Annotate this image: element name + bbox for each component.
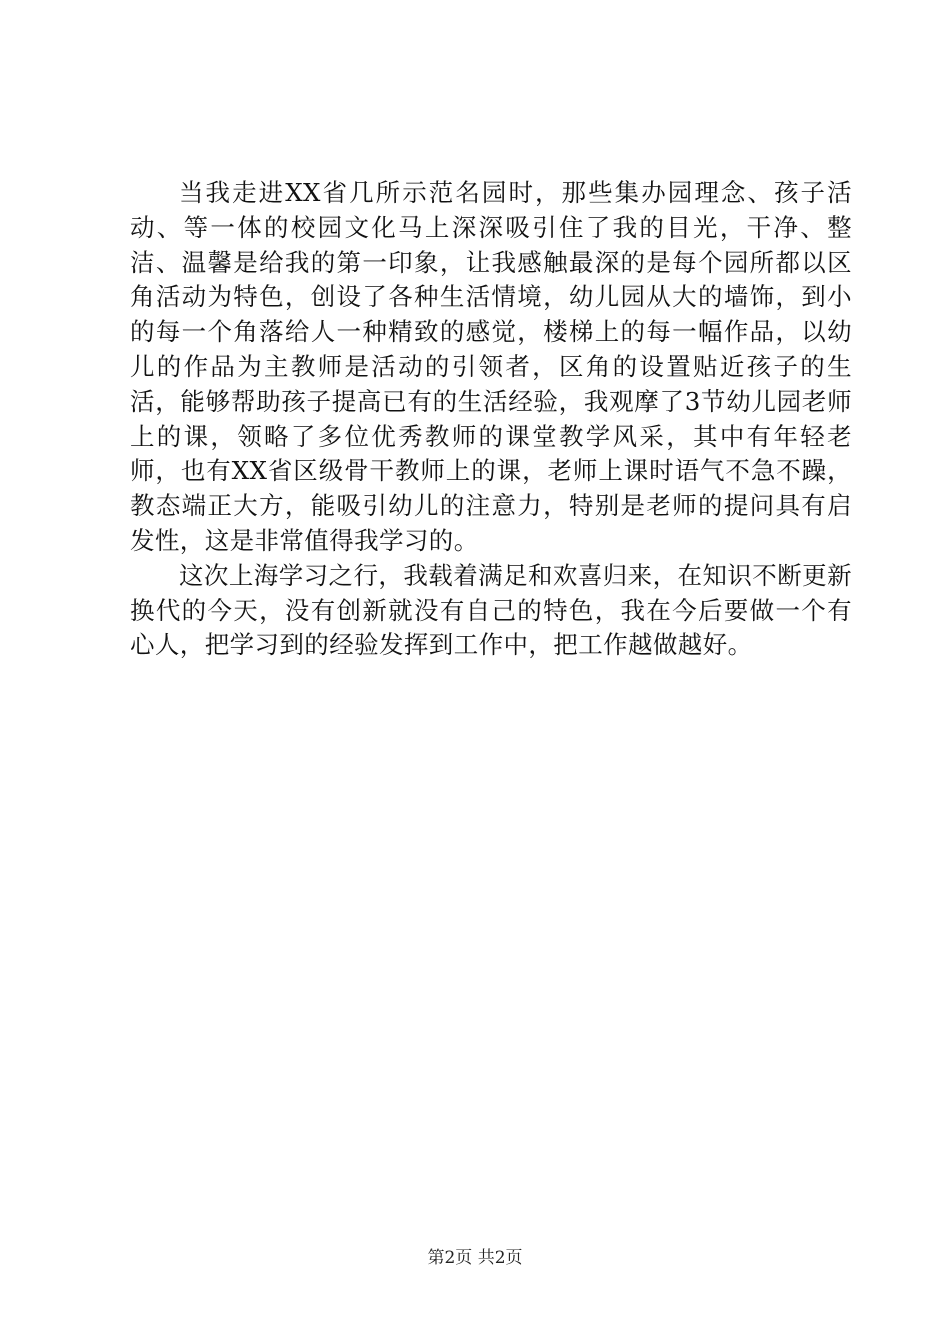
page-number: 第2页 bbox=[427, 1248, 473, 1268]
page-total: 共2页 bbox=[477, 1248, 523, 1268]
page-footer bbox=[0, 1243, 950, 1268]
document-body bbox=[130, 176, 852, 663]
paragraph-1: 当我走进XX省几所示范名园时，那些集办园理念、孩子活动、等一体的校园文化马上深深吸引住了我的目光，干净、整洁、温馨是给我的第一印象，让我感触最深的是每个园所都以区角活动为特色，创设了各种生活情境，幼儿园从大的墙饰，到小的每一个角落给人一种精致的感觉，楼梯上的每一幅作品，以幼儿的作品为主教师是活动的引领者，区角的设置贴近孩子的生活，能够帮助孩子提高已有的生活经验，我观摩了3节幼儿园老师上的课，领略了多位优秀教师的课堂教学风采，其中有年轻老师，也有XX省区级骨干教师上的课，老师上课时语气不急不躁，教态端正大方，能吸引幼儿的注意力，特别是老师的提问具有启发性，这是非常值得我学习的。 bbox=[130, 178, 852, 555]
paragraph-2: 这次上海学习之行，我载着满足和欢喜归来，在知识不断更新换代的今天，没有创新就没有自己的特色，我在今后要做一个有心人，把学习到的经验发挥到工作中，把工作越做越好。 bbox=[130, 560, 852, 660]
